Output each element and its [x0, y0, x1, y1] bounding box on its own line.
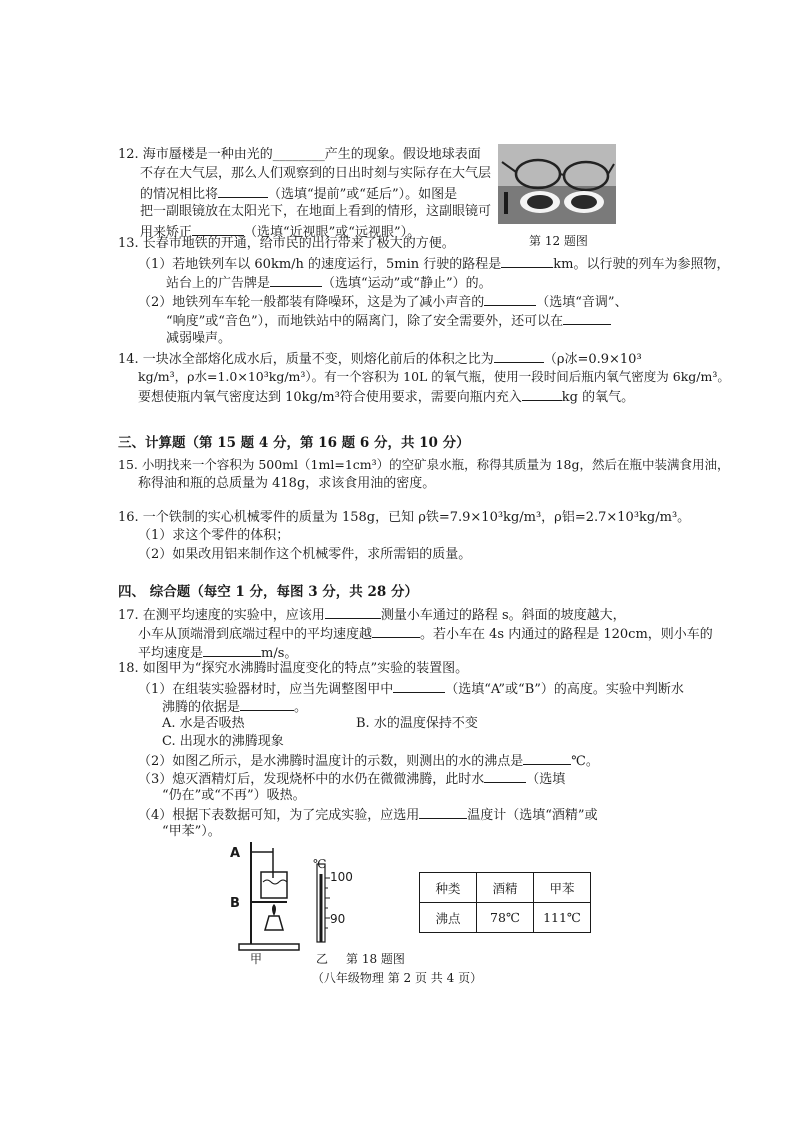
q16-line-2: （1）求这个零件的体积；: [138, 528, 290, 543]
table-cell: 78℃: [477, 903, 534, 933]
q13-line-4: （2）地铁列车车轮一般都装有降噪环，这是为了减小声音的 （选填“音调”、: [138, 292, 628, 312]
answer-blank[interactable]: [218, 184, 268, 198]
figure-label-b: B: [230, 896, 240, 911]
q18-line-8: （4）根据下表数据可知，为了完成实验，应选用 温度计（选填“酒精”或: [138, 805, 598, 825]
table-row: [420, 903, 591, 933]
answer-blank[interactable]: [523, 751, 571, 765]
q18-option-a: A. 水是否吸热: [162, 716, 245, 731]
glasses-photo: [498, 144, 616, 224]
figure-label-jia: 甲: [250, 952, 263, 966]
q13-line-3: 站台上的广告牌是 （选填“运动”或“静止”）的。: [166, 273, 492, 293]
q15-line-2: 称得油和瓶的总质量为 418g，求该食用油的密度。: [138, 476, 436, 491]
table-cell: 沸点: [420, 903, 477, 933]
figure-label-a: A: [230, 846, 241, 861]
q18-option-b: B. 水的温度保持不变: [356, 716, 478, 731]
section-4-heading: 四、 综合题（每空 1 分，每图 3 分，共 28 分）: [118, 584, 418, 600]
q13-line-2: （1）若地铁列车以 60km/h 的速度运行，5min 行驶的路程是 km。以行驶的列车为参照物，: [138, 254, 730, 274]
q13-line-1: 13. 长春市地铁的开通，给市民的出行带来了极大的方便。: [118, 236, 455, 251]
table-header-row: [420, 873, 591, 903]
q18-line-3: 沸腾的依据是 。: [162, 697, 307, 717]
q14-line-3: 要想使瓶内氧气密度达到 10kg/m³符合使用要求，需要向瓶内充入 kg 的氧气。: [138, 387, 634, 407]
answer-blank[interactable]: [203, 643, 261, 657]
answer-blank[interactable]: [419, 805, 467, 819]
q18-line-1: 18. 如图甲为“探究水沸腾时温度变化的特点”实验的装置图。: [118, 661, 469, 676]
answer-blank[interactable]: [484, 769, 526, 783]
figure-18-caption: 第 18 题图: [346, 952, 405, 966]
answer-blank[interactable]: [240, 697, 294, 711]
q13-line-5: “响度”或“音色”），而地铁站中的隔离门，除了安全需要外，还可以在: [166, 311, 611, 331]
section-3-heading: 三、计算题（第 15 题 4 分，第 16 题 6 分，共 10 分）: [118, 435, 470, 451]
page-footer: （八年级物理 第 2 页 共 4 页）: [311, 971, 483, 985]
q12-line-4: 把一副眼镜放在太阳光下，在地面上看到的情形，这副眼镜可: [140, 204, 492, 219]
q15-line-1: 15. 小明找来一个容积为 500ml（1ml=1cm³）的空矿泉水瓶，称得其质量为 18g，然后在瓶中装满食用油，: [118, 457, 730, 472]
q16-line-3: （2）如果改用铝来制作这个机械零件，求所需铝的质量。: [138, 547, 472, 562]
answer-blank[interactable]: [393, 679, 445, 693]
boiling-point-table: [419, 872, 591, 933]
q17-line-1: 17. 在测平均速度的实验中，应该用 测量小车通过的路程 s。斜面的坡度越大，: [118, 605, 626, 625]
q18-line-9: “甲苯”）。: [162, 824, 221, 839]
q13-line-6: 减弱噪声。: [166, 331, 232, 346]
thermometer-celsius-label: ℃: [313, 857, 327, 871]
answer-blank[interactable]: [522, 387, 562, 401]
table-cell: 111℃: [534, 903, 591, 933]
q12-line-2: 不存在大气层，那么人们观察到的日出时刻与实际存在大气层: [140, 166, 492, 181]
q12-line-3: 的情况相比将 （选填“提前”或“延后”）。如图是: [140, 184, 457, 204]
q12-line-1: 12. 海市蜃楼是一种由光的________产生的现象。假设地球表面: [118, 147, 481, 162]
answer-blank[interactable]: [325, 605, 381, 619]
thermometer-tick-100: 100: [330, 870, 353, 884]
glasses-photo-image: [498, 144, 616, 224]
q14-line-2: kg/m³，ρ水=1.0×10³kg/m³）。有一个容积为 10L 的氧气瓶，使用一段时间后瓶内氧气密度为 6kg/m³。: [138, 369, 730, 384]
answer-blank[interactable]: [494, 349, 544, 363]
q16-line-1: 16. 一个铁制的实心机械零件的质量为 158g，已知 ρ铁=7.9×10³kg/m³，ρ铝=2.7×10³kg/m³。: [118, 510, 691, 525]
table-cell: 甲苯: [534, 873, 591, 903]
q18-line-6: （3）熄灭酒精灯后，发现烧杯中的水仍在微微沸腾，此时水 （选填: [138, 769, 565, 789]
answer-blank[interactable]: [372, 624, 420, 638]
answer-blank[interactable]: [270, 273, 322, 287]
q18-line-2: （1）在组装实验器材时，应当先调整图甲中 （选填“A”或“B”）的高度。实验中判断水: [138, 679, 684, 699]
answer-blank[interactable]: [563, 311, 611, 325]
q17-line-2: 小车从顶端滑到底端过程中的平均速度越 。若小车在 4s 内通过的路程是 120cm，则小车的: [138, 624, 713, 644]
q12-figure-caption: 第 12 题图: [529, 234, 588, 248]
q18-line-5: （2）如图乙所示，是水沸腾时温度计的示数，则测出的水的沸点是 ℃。: [138, 751, 599, 771]
q18-line-7: “仍在”或“不再”）吸热。: [162, 788, 306, 803]
answer-blank[interactable]: [501, 254, 553, 268]
boiling-apparatus-figure: [225, 838, 365, 970]
thermometer-tick-90: 90: [330, 912, 346, 926]
table-cell: 酒精: [477, 873, 534, 903]
q12-line-5: 用来矫正 （选填“近视眼”或“远视眼”）。: [140, 222, 420, 242]
table-cell: 种类: [420, 873, 477, 903]
q17-line-3: 平均速度是 m/s。: [138, 643, 297, 663]
answer-blank[interactable]: [192, 222, 244, 236]
answer-blank[interactable]: [484, 292, 536, 306]
q14-line-1: 14. 一块冰全部熔化成水后，质量不变，则熔化前后的体积之比为 （ρ冰=0.9×10³: [118, 349, 642, 369]
q18-option-c: C. 出现水的沸腾现象: [162, 734, 284, 749]
figure-label-yi: 乙: [316, 952, 329, 966]
